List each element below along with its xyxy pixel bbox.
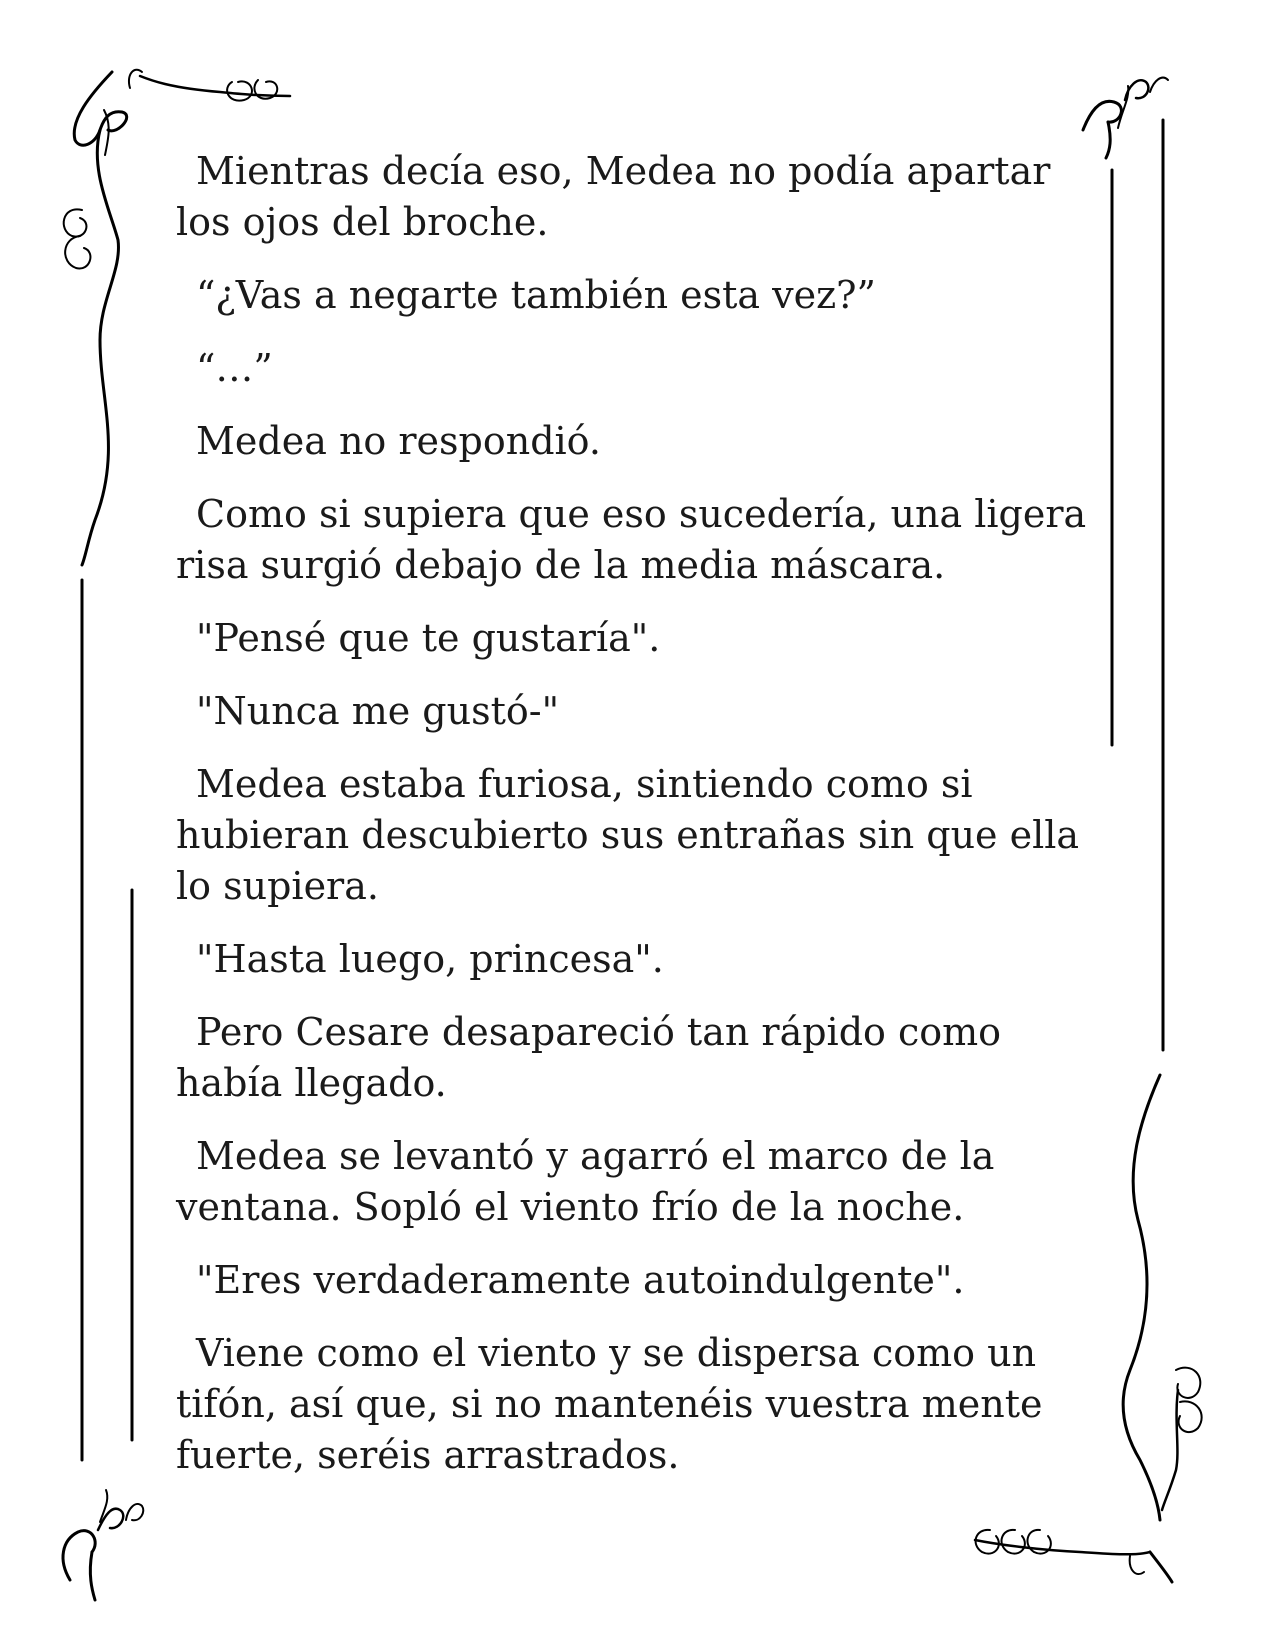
paragraph-5: Como si supiera que eso sucedería, una ligera risa surgió debajo de la media máscara. [176, 492, 1087, 587]
paragraph-4: Medea no respondió. [196, 419, 601, 463]
bottom-left-flourish [63, 1490, 143, 1600]
paragraph-13: Viene como el viento y se dispersa como un tifón, así que, si no mantenéis vuestra mente fuerte, seréis arrastrados. [176, 1331, 1043, 1477]
paragraph-6: "Pensé que te gustaría". [196, 616, 661, 660]
paragraph-10: Pero Cesare desapareció tan rápido como había llegado. [176, 1010, 1002, 1105]
paragraph-1: Mientras decía eso, Medea no podía apartar los ojos del broche. [176, 149, 1051, 244]
paragraph-9: "Hasta luego, princesa". [196, 937, 664, 981]
paragraph-8: Medea estaba furiosa, sintiendo como si hubieran descubierto sus entrañas sin que ella lo supiera. [176, 762, 1080, 908]
paragraph-7: "Nunca me gustó-" [196, 689, 560, 733]
story-text [176, 146, 1106, 1503]
paragraph-12: "Eres verdaderamente autoindulgente". [196, 1258, 965, 1302]
paragraph-11: Medea se levantó y agarró el marco de la ventana. Sopló el viento frío de la noche. [176, 1134, 995, 1229]
paragraph-3: “…” [196, 346, 273, 390]
paragraph-2: “¿Vas a negarte también esta vez?” [196, 273, 876, 317]
